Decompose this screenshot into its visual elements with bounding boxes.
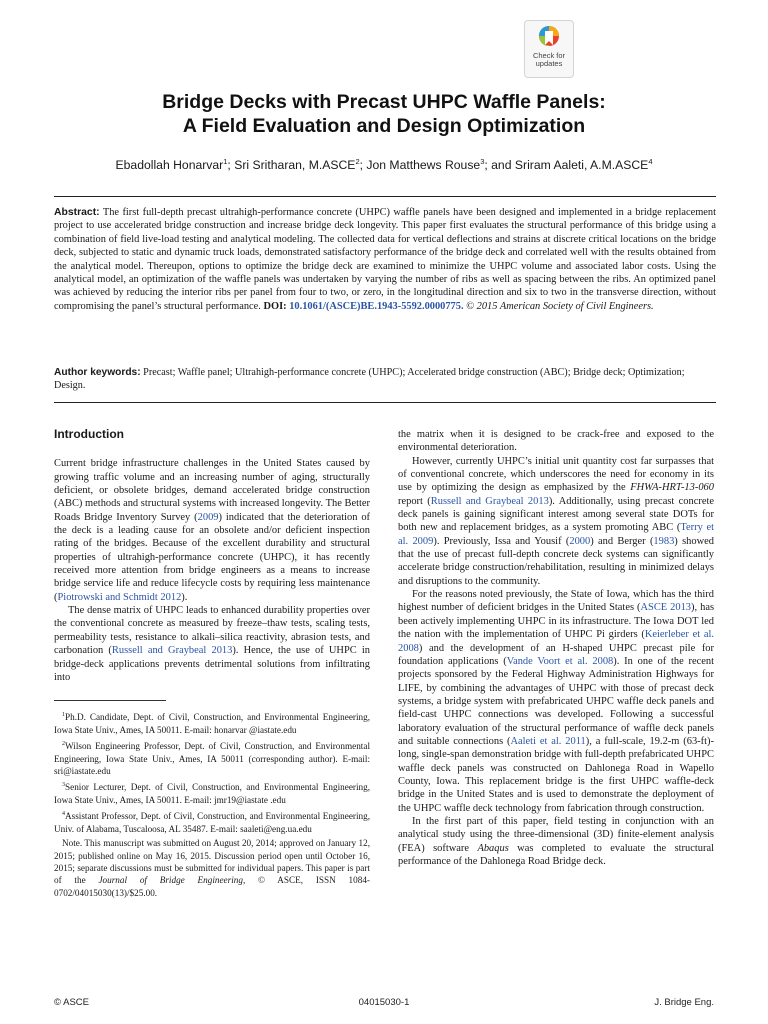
keywords-label: Author keywords: — [54, 367, 141, 378]
abstract-label: Abstract: — [54, 207, 100, 218]
paragraph: However, currently UHPC’s initial unit quantity cost far surpasses that of conventional concrete, which underscores the need for economy in its use by optimizing the design as emphasized by the FHWA-HRT-13-060 report (Russell and Graybeal 2013). Additionally, using precast concrete deck panels is gaining significant interest among several state DOTs for both new and replacement bridges, as a system promoting ABC (Terry et al. 2009). Previously, Issa and Yousif (2000) and Berger (1983) showed that the use of precast full-depth concrete deck systems can significantly accelerate bridge construction/rehabilitation, resulting in minimized delays and disruptions to the community. — [398, 455, 715, 587]
abstract-bottom-rule — [54, 402, 716, 403]
footer-page-id: 04015030-1 — [358, 997, 410, 1008]
citation-link[interactable]: Russell and Graybeal 2013 — [111, 645, 233, 657]
author-keywords — [54, 366, 716, 393]
doi-link[interactable]: 10.1061/(ASCE)BE.1943-5592.0000775 — [289, 300, 461, 312]
paragraph: For the reasons noted previously, the State of Iowa, which has the third highest number of deficient bridges in the United States (ASCE 2013), has been actively implementing UHPC in its infrastructure. The Iowa DOT led the nation with the implementation of UHPC Pi girders (Keierleber et al. 2008) and the development of an H-shaped UHPC precast pile for foundation applications (Vande Voort et al. 2008). In one of the recent projects sponsored by the Federal Highway Administration Highways for LIFE, by combining the advantages of UHPC with those of precast deck systems, a bridge system with prefabricated UHPC waffle deck panels and field-cast UHPC connections was developed. Following a successful laboratory evaluation of the structural performance of waffle deck panels and suitable connections (Aaleti et al. 2011), a full-scale, 19.2-m (63-ft)-long, single-span demonstration bridge with full-depth prefabricated UHPC waffle deck panels was constructed on Dahlonega Road in Wapello County, Iowa. This replacement bridge is the first UHPC waffle-deck bridge in the United States and is used to demonstrate the deployment of the UHPC waffle deck technology from fabrication through construction. — [398, 589, 715, 814]
footer-journal: J. Bridge Eng. — [654, 997, 714, 1008]
citation-link[interactable]: Aaleti et al. 2011 — [510, 735, 586, 747]
paragraph: Current bridge infrastructure challenges in the United States caused by growing traffic volume and an increasing number of aging, structurally deficient, or obsolete bridges, demand accelerated bridge construction (ABC) methods and structural systems with increased longevity. The Better Roads Bridge Inventory Survey (2009) indicated that the deterioration of the deck is a leading cause for an obsolete and/or deficient inspection rating of the bridges. Because of the excellent durability and structural properties of ultrahigh-performance concrete (UHPC), it has recently received more attention from bridge engineers as a means to increase bridge service life and reduce lifecycle costs by requiring less maintenance (Piotrowski and Schmidt 2012). — [54, 458, 371, 603]
footnote: $^2$Wilson Engineering Professor, Dept. of Civil, Construction, and Environmental Engineering, Iowa State Univ., Ames, IA 50011 (corresponding author). E-mail: sri@iastate.edu — [54, 741, 370, 776]
citation-link[interactable]: Vande Voort et al. 2008 — [506, 655, 614, 667]
author-name: Sriram Aaleti, A.M.ASCE — [514, 158, 649, 173]
submission-note: Note. This manuscript was submitted on August 20, 2014; approved on January 12, 2015; published online on May 16, 2015. Discussion period open until October 16, 2015; separate discussions must be submitted for individual papers. This paper is part of the Journal of Bridge Engineering, © ASCE, ISSN 1084-0702/04015030(13)/$25.00. — [54, 838, 370, 898]
author-list: Ebadollah Honarvar$^1$; Sri Sritharan, M.ASCE$^2$; Jon Matthews Rouse$^3$; and Sriram Aaleti, A.M.ASCE$^4$ — [115, 157, 653, 173]
abstract-top-rule — [54, 196, 716, 197]
section-heading-introduction: Introduction — [54, 427, 124, 441]
author-affiliation-marker: 3 — [480, 157, 485, 166]
badge-label: Check for updates — [532, 51, 566, 68]
title-line-1: Bridge Decks with Precast UHPC Waffle Panels: — [162, 91, 606, 113]
author-affiliation-marker: 2 — [355, 157, 360, 166]
left-column — [54, 428, 370, 901]
author-name: Ebadollah Honarvar — [115, 158, 224, 173]
citation-link[interactable]: 2009 — [197, 511, 219, 523]
doi-label: DOI: — [263, 300, 287, 312]
check-for-updates-icon — [538, 25, 560, 49]
copyright-notice: © 2015 American Society of Civil Engineers. — [466, 300, 654, 312]
paragraph: In the first part of this paper, field testing in conjunction with an analytical study using the three-dimensional (3D) finite-element analysis (FEA) software Abaqus was completed to evaluate the structural performance of the Dahlonega Road Bridge deck. — [398, 815, 714, 867]
footnote: $^4$Assistant Professor, Dept. of Civil, Construction, and Environmental Engineering, Univ. of Alabama, Tuscaloosa, AL 35487. E-mail: saaleti@eng.ua.edu — [54, 811, 370, 834]
footnote: $^3$Senior Lecturer, Dept. of Civil, Construction, and Environmental Engineering, Iowa State Univ., Ames, IA 50011. E-mail: jmr19@iastate .edu — [54, 782, 370, 805]
author-name: Sri Sritharan, M.ASCE — [234, 158, 356, 173]
title-line-2: A Field Evaluation and Design Optimization — [182, 115, 586, 137]
citation-link[interactable]: ASCE 2013 — [640, 602, 692, 614]
citation-link[interactable]: Keierleber et al. 2008 — [398, 629, 714, 654]
abstract: Abstract: The first full-depth precast ultrahigh-performance concrete (UHPC) waffle panels have been designed and implemented in a bridge replacement project to use accelerated bridge construction and increase bridge deck longevity. This paper first evaluates the structural performance of this bridge using a combination of field live-load testing and analytical modeling. The collected data for vertical deflections and strains at discrete critical locations on the bridge deck, subjected to static and dynamic truck loads, demonstrated satisfactory performance of the bridge deck and correlated well with the results obtained from the analytical model. Thereupon, options to optimize the bridge deck are examined to minimize the UHPC volume and associated labor costs. Using the analytical model, an optimization of the waffle panels was undertaken by varying the number of ribs as well as spacing between the ribs. An optimized panel was achieved by reducing the interior ribs per panel from four to two, or zero, in the longitudinal direction and six to two in the transverse direction, without compromising the panel’s structural performance. DOI: 10.1061/(ASCE)BE.1943-5592.0000775. © 2015 American Society of Civil Engineers. — [54, 207, 716, 312]
check-for-updates-badge[interactable] — [524, 20, 574, 78]
footer-copyright: © ASCE — [54, 997, 89, 1008]
keywords-text: Precast; Waffle panel; Ultrahigh-performance concrete (UHPC); Accelerated bridge construction (ABC); Bridge deck; Optimization; Design. — [54, 367, 685, 392]
footnote: $^1$Ph.D. Candidate, Dept. of Civil, Construction, and Environmental Engineering, Iowa State Univ., Ames, IA 50011. E-mail: honarvar @iastate.edu — [54, 712, 370, 735]
paragraph: the matrix when it is designed to be crack-free and exposed to the environmental deterioration. — [398, 429, 714, 454]
footnote-rule — [54, 700, 166, 701]
author-affiliation-marker: 1 — [223, 157, 228, 166]
citation-link[interactable]: 1983 — [653, 535, 675, 547]
abstract-text: The first full-depth precast ultrahigh-performance concrete (UHPC) waffle panels have been designed and implemented in a bridge replacement project to use accelerated bridge construction and increase bridge deck longevity. This paper first evaluates the structural performance of this bridge using a combination of field live-load testing and analytical modeling. The collected data for vertical deflections and strains at discrete critical locations on the bridge deck, subjected to static and dynamic truck loads, demonstrated satisfactory performance of the bridge deck and correlated well with the results obtained from the analytical model. Thereupon, options to optimize the bridge deck are examined to minimize the UHPC volume and associated labor costs. Using the analytical model, an optimization of the waffle panels was undertaken by varying the number of ribs as well as spacing between the ribs. An optimized panel was achieved by reducing the interior ribs per panel from four to two, or zero, in the longitudinal direction and six to two in the transverse direction, without compromising the panel’s structural performance. — [54, 207, 716, 312]
right-column — [398, 428, 714, 868]
citation-link[interactable]: Piotrowski and Schmidt 2012 — [57, 591, 182, 603]
citation-link[interactable]: Terry et al. 2009 — [398, 522, 715, 547]
author-affiliation-marker: 4 — [648, 157, 653, 166]
author-name: Jon Matthews Rouse — [366, 158, 481, 173]
paper-title — [60, 90, 708, 138]
citation-link[interactable]: Russell and Graybeal 2013 — [430, 495, 549, 507]
paragraph: The dense matrix of UHPC leads to enhanced durability properties over the conventional concrete as measured by freeze–thaw tests, scaling tests, permeability tests, resistance to alkali–silica reactivity, abrasion tests, and carbonation (Russell and Graybeal 2013). Hence, the use of UHPC in bridge-deck applications prevents detrimental solutions from infiltrating into — [54, 605, 371, 683]
citation-link[interactable]: 2000 — [569, 535, 591, 547]
